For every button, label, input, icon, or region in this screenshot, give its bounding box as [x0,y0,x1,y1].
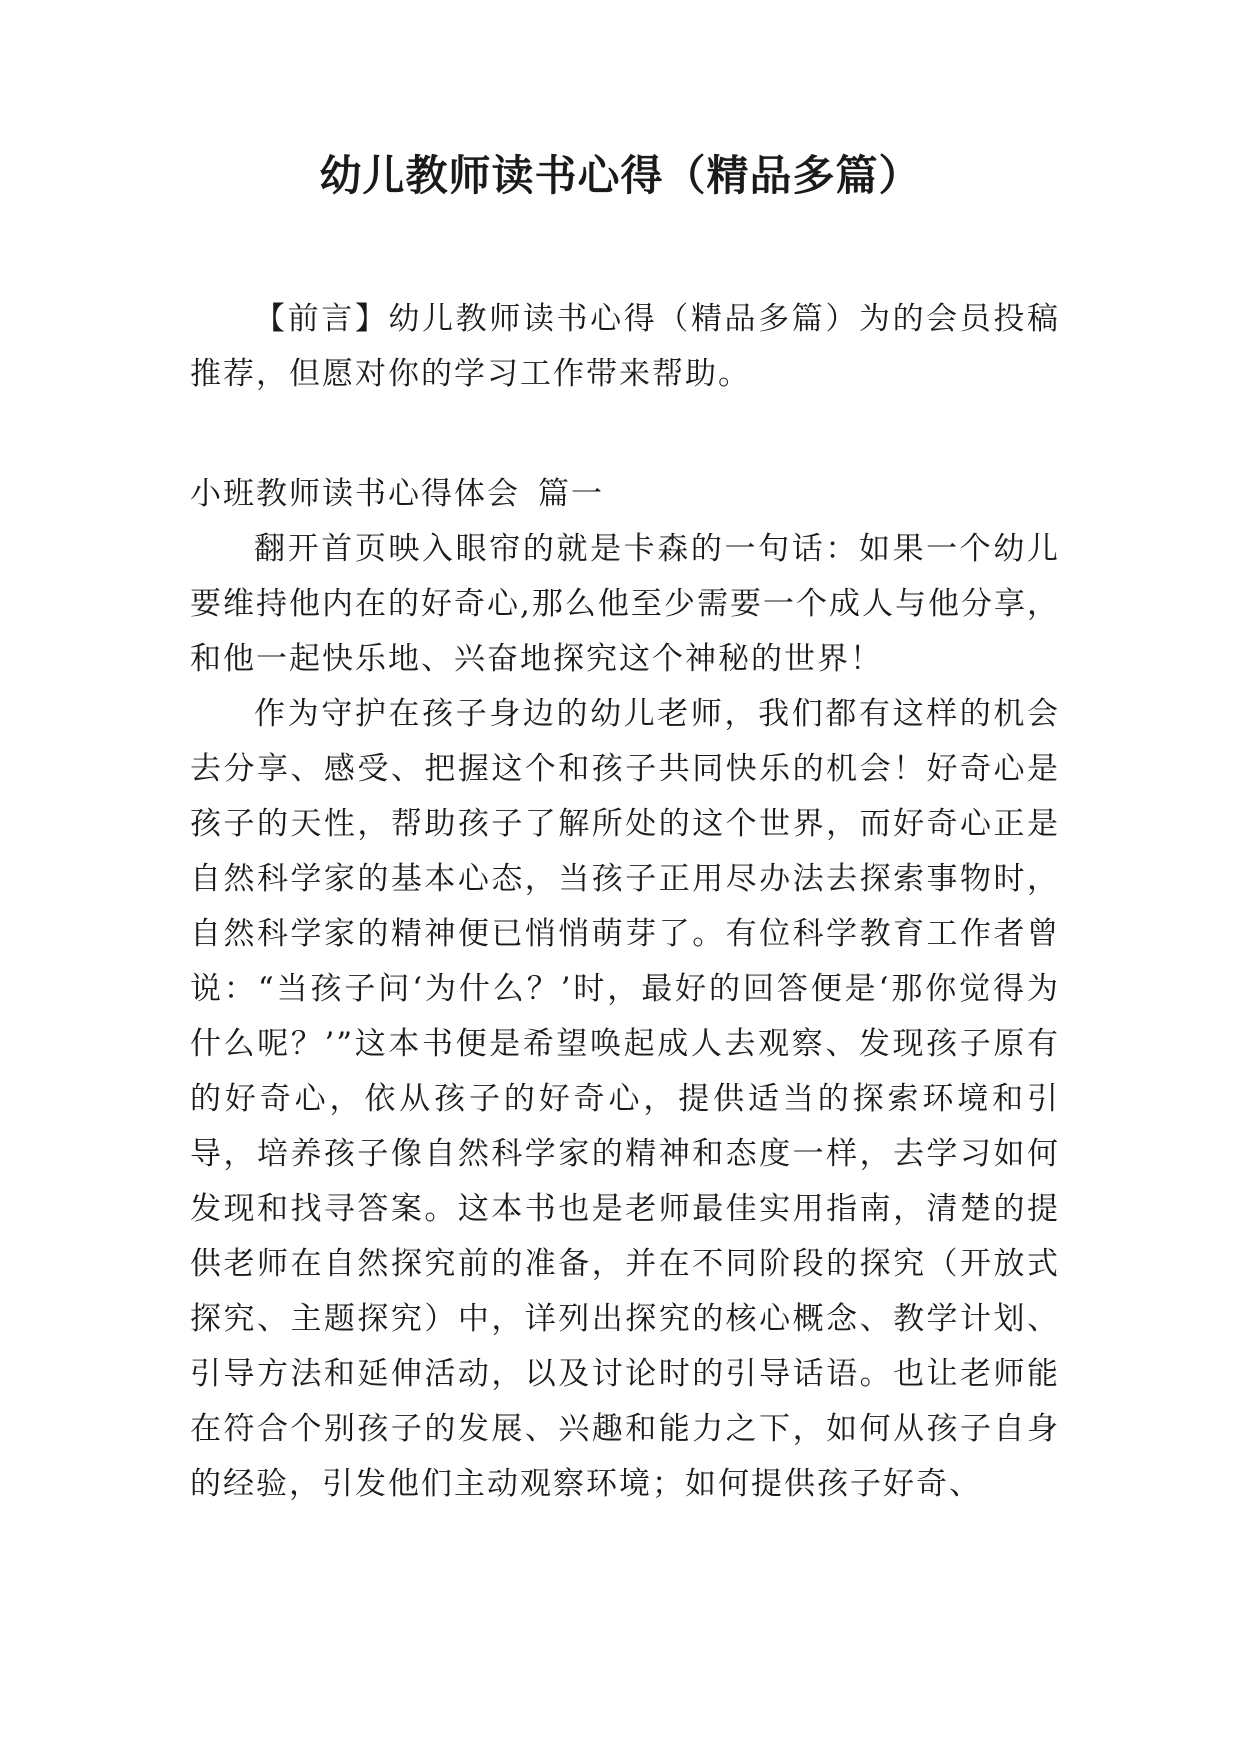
section-paragraph-1: 翻开首页映入眼帘的就是卡森的一句话：如果一个幼儿要维持他内在的好奇心,那么他至少需要一个成人与他分享，和他一起快乐地、兴奋地探究这个神秘的世界！ [190,531,1060,677]
section-paragraph-2: 作为守护在孩子身边的幼儿老师，我们都有这样的机会去分享、感受、把握这个和孩子共同快乐的机会！好奇心是孩子的天性，帮助孩子了解所处的这个世界，而好奇心正是自然科学家的基本心态，当孩子正用尽办法去探索事物时，自然科学家的精神便已悄悄萌芽了。有位科学教育工作者曾说：“当孩子问‘为什么？’时，最好的回答便是‘那你觉得为什么呢？’”这本书便是希望唤起成人去观察、发现孩子原有的好奇心，依从孩子的好奇心，提供适当的探索环境和引导，培养孩子像自然科学家的精神和态度一样，去学习如何发现和找寻答案。这本书也是老师最佳实用指南，清楚的提供老师在自然探究前的准备，并在不同阶段的探究（开放式探究、主题探究）中，详列出探究的核心概念、教学计划、引导方法和延伸活动，以及讨论时的引导话语。也让老师能在符合个别孩子的发展、兴趣和能力之下，如何从孩子自身的经验，引发他们主动观察环境；如何提供孩子好奇、 [190,696,1060,1502]
section-1 [190,467,1060,1512]
document-body [190,292,1060,1512]
section-heading-title: 小班教师读书心得体会 [190,476,520,512]
section-heading [190,467,1060,522]
section-heading-suffix: 篇一 [538,476,604,512]
preface-paragraph: 【前言】幼儿教师读书心得（精品多篇）为的会员投稿推荐，但愿对你的学习工作带来帮助。 [190,301,1060,392]
document-title: 幼儿教师读书心得（精品多篇） [319,151,922,200]
